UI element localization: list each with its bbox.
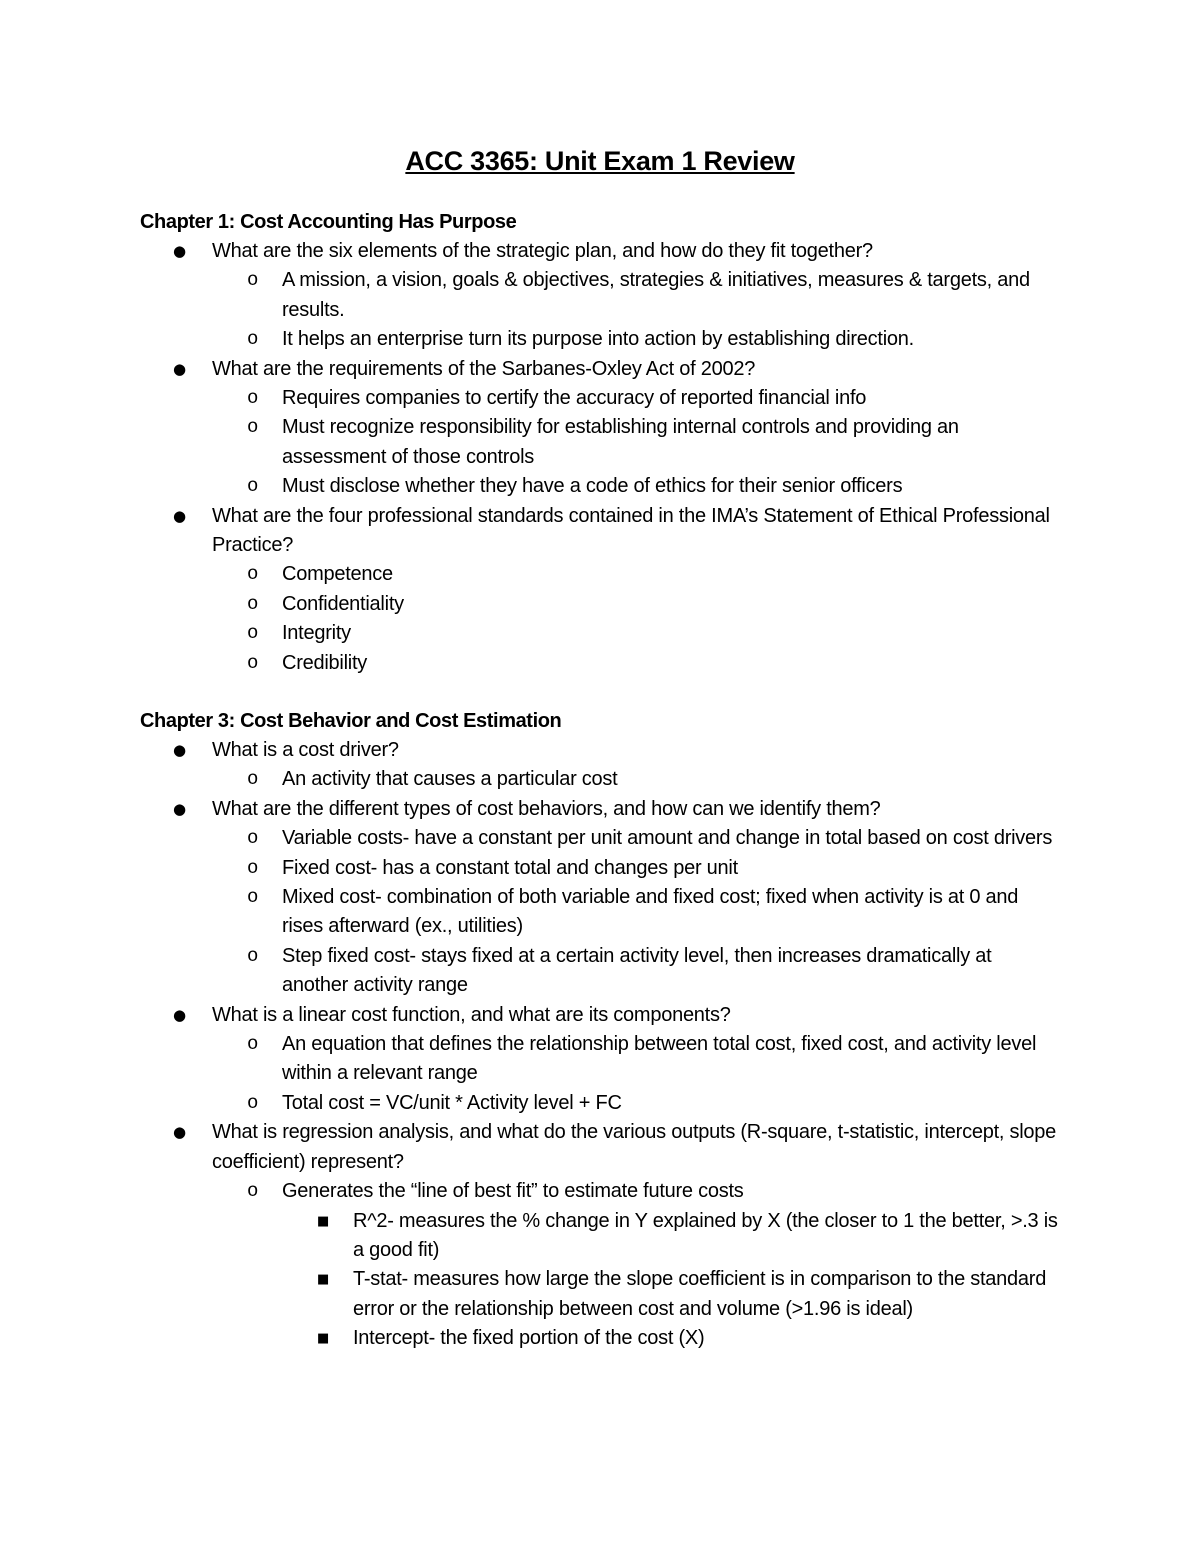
circle-marker: o	[247, 886, 259, 909]
answer-text: Variable costs- have a constant per unit amount and change in total based on cost drivers	[282, 827, 1053, 850]
list-item	[140, 649, 1060, 678]
list-item	[140, 619, 1060, 648]
question-text: What are the six elements of the strategic plan, and how do they fit together?	[212, 240, 873, 262]
question-text: What are the requirements of the Sarbanes-Oxley Act of 2002?	[212, 357, 756, 380]
circle-marker: o	[247, 475, 259, 498]
question-text: What is regression analysis, and what do the various outputs (R-square, t-statistic, intercept, slope coefficient) represent?	[212, 1121, 1057, 1173]
list-item	[140, 472, 1060, 501]
answer-text: Integrity	[282, 622, 351, 645]
list-item	[140, 736, 1060, 765]
question-text: What is a linear cost function, and what are its components?	[212, 1003, 731, 1026]
bullet-marker: ●	[173, 359, 186, 378]
circle-marker: o	[247, 1033, 259, 1056]
detail-text: R^2- measures the % change in Y explained by X (the closer to 1 the better, >.3 is a good fit)	[353, 1209, 1058, 1261]
bullet-marker: ●	[173, 242, 186, 260]
answer-text: Total cost = VC/unit * Activity level + FC	[282, 1091, 622, 1114]
list-item	[140, 590, 1060, 619]
answer-text: Must recognize responsibility for establishing internal controls and providing an assessment of those controls	[282, 416, 959, 468]
question-text: What are the four professional standards contained in the IMA’s Statement of Ethical Professional Practice?	[212, 504, 1050, 557]
answer-text: Competence	[282, 563, 393, 586]
circle-marker: o	[247, 1180, 259, 1203]
answer-text: Must disclose whether they have a code of ethics for their senior officers	[282, 475, 903, 498]
circle-marker: o	[247, 592, 259, 615]
answer-text: It helps an enterprise turn its purpose into action by establishing direction.	[282, 328, 914, 351]
list-item	[140, 384, 1060, 413]
list-item	[140, 266, 1060, 325]
answer-text: Mixed cost- combination of both variable and fixed cost; fixed when activity is at 0 and rises afterward (ex., utilities)	[282, 886, 1019, 938]
answer-text: A mission, a vision, goals & objectives, strategies & initiatives, measures & targets, and results.	[282, 269, 1030, 321]
list-item	[140, 795, 1060, 824]
list-item	[140, 355, 1060, 384]
list-item	[140, 1089, 1060, 1118]
answer-text: Confidentiality	[282, 592, 404, 615]
list-item	[140, 1177, 1060, 1206]
circle-marker: o	[247, 563, 259, 586]
answer-text: Generates the “line of best fit” to estimate future costs	[282, 1180, 744, 1203]
circle-marker: o	[247, 416, 259, 439]
square-marker: ■	[317, 1272, 330, 1288]
question-text: What are the different types of cost behaviors, and how can we identify them?	[212, 797, 881, 820]
list-item	[140, 325, 1060, 354]
square-marker: ■	[317, 1331, 330, 1347]
detail-text: T-stat- measures how large the slope coefficient is in comparison to the standard error or the relationship between cost and volume (>1.96 is ideal)	[353, 1268, 1047, 1320]
circle-marker: o	[247, 768, 259, 791]
chapter-1-section	[140, 207, 1060, 678]
circle-marker: o	[247, 269, 259, 292]
circle-marker: o	[247, 622, 259, 645]
answer-text: An equation that defines the relationship between total cost, fixed cost, and activity level within a relevant range	[282, 1033, 1037, 1085]
list-item	[140, 883, 1060, 942]
chapter-1-heading: Chapter 1: Cost Accounting Has Purpose	[140, 211, 517, 233]
list-item	[140, 1265, 1060, 1324]
list-item	[140, 824, 1060, 853]
bullet-marker: ●	[173, 1005, 186, 1024]
list-item	[140, 854, 1060, 883]
answer-text: Credibility	[282, 651, 368, 674]
list-item	[140, 1324, 1060, 1353]
list-item	[140, 1030, 1060, 1089]
list-item	[140, 1001, 1060, 1030]
chapter-3-heading: Chapter 3: Cost Behavior and Cost Estimation	[140, 710, 562, 732]
circle-marker: o	[247, 651, 259, 674]
circle-marker: o	[247, 387, 259, 410]
circle-marker: o	[247, 1091, 259, 1114]
question-text: What is a cost driver?	[212, 739, 399, 761]
answer-text: Fixed cost- has a constant total and changes per unit	[282, 856, 738, 879]
circle-marker: o	[247, 856, 259, 879]
bullet-marker: ●	[173, 1123, 186, 1142]
list-item	[140, 1118, 1060, 1177]
bullet-marker: ●	[173, 506, 186, 525]
answer-text: Requires companies to certify the accuracy of reported financial info	[282, 387, 867, 410]
list-item	[140, 1207, 1060, 1266]
answer-text: Step fixed cost- stays fixed at a certain activity level, then increases dramatically at another activity range	[282, 944, 992, 997]
bullet-marker: ●	[173, 799, 186, 818]
list-item	[140, 765, 1060, 794]
list-item	[140, 413, 1060, 472]
circle-marker: o	[247, 827, 259, 850]
chapter-3-section	[140, 706, 1060, 1354]
bullet-marker: ●	[173, 741, 186, 759]
list-item	[140, 560, 1060, 589]
list-item	[140, 502, 1060, 561]
answer-text: An activity that causes a particular cost	[282, 768, 618, 791]
document-title: ACC 3365: Unit Exam 1 Review	[405, 146, 795, 176]
list-item	[140, 942, 1060, 1001]
square-marker: ■	[317, 1213, 330, 1229]
detail-text: Intercept- the fixed portion of the cost (X)	[353, 1327, 705, 1350]
circle-marker: o	[247, 944, 259, 967]
circle-marker: o	[247, 328, 259, 351]
list-item	[140, 237, 1060, 266]
